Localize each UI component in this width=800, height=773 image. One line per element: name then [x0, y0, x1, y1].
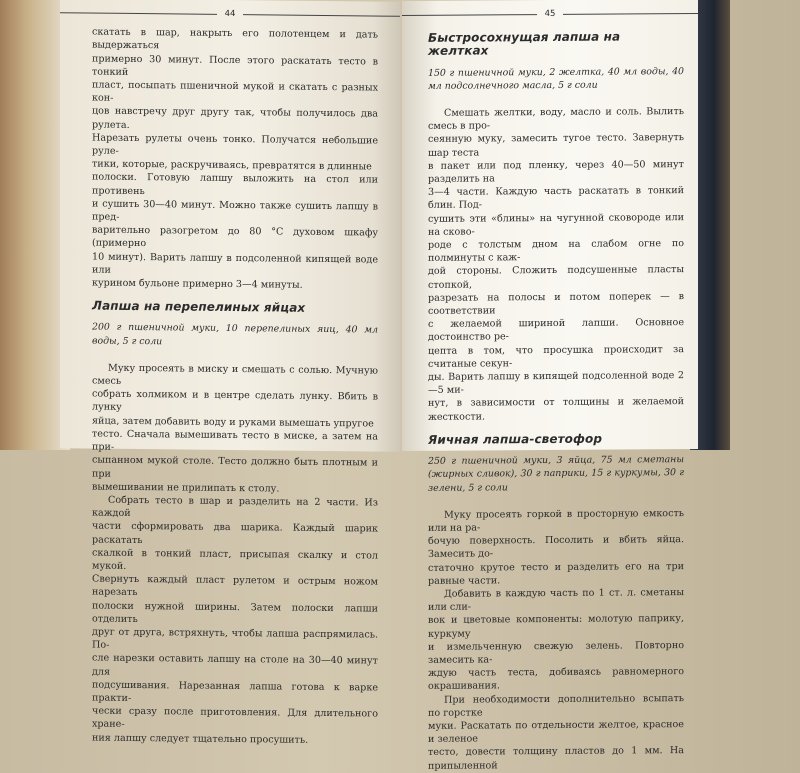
text-line: собрать холмиком и в центре сделать лунку. Вбить в лунку — [92, 388, 378, 414]
ingredients: 250 г пшеничной муки, 3 яйца, 75 мл сметаны (жирных сливок), 30 г паприки, 15 г куркумы, 30 г зелени, 5 г соли — [428, 454, 684, 494]
text-line: роде с толстым дном на слабом огне по полминуты с каж- — [428, 238, 684, 265]
header-rule — [243, 14, 400, 17]
recipe-title: Лапша на перепелиных яйцах — [92, 298, 306, 316]
header-rule — [563, 13, 698, 15]
text-line: Смешать желтки, воду, масло и соль. Вылить смесь в про- — [428, 106, 684, 133]
right-page — [402, 0, 698, 772]
left-page-number: 44 — [224, 8, 236, 20]
text-line: курином бульоне примерно 3—4 минуты. — [92, 277, 303, 291]
text-line: ния лапшу следует тщательно просушить. — [92, 732, 309, 746]
ingredients: 150 г пшеничной муки, 2 желтка, 40 мл воды, 40 мл подсолнечного масла, 5 г соли — [428, 65, 684, 92]
text-line: части сформировать два шарика. Каждый шарик раскатать — [92, 520, 378, 546]
text-line: подсушивания. Нарезанная лапша готова к варке практи- — [92, 679, 378, 704]
text-line: примерно 30 минут. После этого раскатать тесто в тонкий — [92, 53, 378, 78]
text-line: Свернуть каждый пласт рулетом и острым ножом нарезать — [92, 573, 378, 599]
text-line: 3—4 части. Каждую часть раскатать в тонкий блин. Под- — [428, 185, 684, 212]
recipe-title: Быстросохнущая лапша на желтках — [428, 29, 621, 59]
text-line: скалкой в тонкий пласт, присыпая скалку и стол мукой. — [92, 547, 378, 572]
text-line: в пакет или под пленку, через 40—50 минут разделить на — [428, 158, 684, 185]
ingredients: 200 г пшеничной муки, 10 перепелиных яиц, 40 мл воды, 5 г соли — [92, 322, 378, 347]
text-line: цепта в том, что просушка происходит за считаные секун- — [428, 343, 684, 370]
text-line: и сушить 30—40 минут. Можно также сушить лапшу в пред- — [92, 198, 378, 223]
text-line: пласт, посыпать пшеничной мукой и скатать с разных кон- — [92, 79, 378, 104]
text-line: статочно крутое тесто и разделить его на три равные части. — [428, 560, 684, 587]
text-line: тесто, довести толщину пластов до 1 мм. На припыленной — [428, 745, 684, 772]
text-line: полоски нужной ширины. Затем полоски лапши отделить — [92, 600, 378, 625]
text-line: ждую часть теста, добиваясь равномерного окрашивания. — [428, 666, 684, 693]
text-line: дой стороны. Сложить подсушенные пласты стопкой, — [428, 264, 684, 291]
text-line: полоски. Готовую лапшу выложить на стол или противень — [92, 171, 378, 197]
text-line: муки. Раскатать по отдельности желтое, красное и зеленое — [428, 719, 684, 746]
text-line: вымешивании не прилипать к столу. — [92, 481, 280, 495]
text-line: Собрать тесто в шар и разделить на 2 части. Из каждой — [92, 494, 378, 520]
left-page-header — [60, 6, 400, 23]
text-line: скатать в шар, накрыть его полотенцем и дать выдержаться — [92, 26, 378, 52]
text-line: чески сразу после приготовления. Для длительного хране- — [92, 705, 378, 731]
text-line: цов навстречу друг другу так, чтобы получилось два рулета. — [92, 105, 378, 131]
text-line: бочую поверхность. Посолить и вбить яйца. Замесить до- — [428, 534, 684, 561]
text-line: Муку просеять в миску и смешать с солью. Мучную смесь — [92, 362, 378, 387]
text-line: сыпанном мукой столе. Тесто должно быть плотным и при — [92, 454, 378, 480]
text-line: сушить эти «блины» на чугунной сковороде или на сково- — [428, 211, 684, 238]
text-line: вок и цветовые компоненты: молотую паприку, куркуму — [428, 613, 684, 640]
text-line: варительно разогретом до 80 °С духовом шкафу (примерно — [92, 224, 378, 250]
header-rule — [402, 14, 537, 16]
text-line: нут, в зависимости от толщины и желаемой жесткости. — [428, 396, 684, 423]
right-page-number: 45 — [544, 8, 556, 20]
text-line: тики, которые, раскручиваясь, превратятся в длинные — [92, 158, 372, 173]
text-line: друг от друга, встряхнуть, чтобы лапша распрямилась. По- — [92, 626, 378, 651]
text-line: сле нарезки оставить лапшу на столе на 30—40 минут для — [92, 652, 378, 678]
text-line: 10 минут). Варить лапшу в подсоленной кипящей воде или — [92, 251, 378, 276]
text-line: сеянную муку, замесить тугое тесто. Завернуть шар теста — [428, 132, 684, 159]
text-line: Нарезать рулеты очень тонко. Получатся небольшие руле- — [92, 132, 378, 157]
text-line: Добавить в каждую часть по 1 ст. л. сметаны или сли- — [428, 586, 684, 613]
text-line: с желаемой шириной лапши. Основное достоинство ре- — [428, 317, 684, 344]
text-line: и измельченную свежую зелень. Повторно замесить ка- — [428, 639, 684, 666]
text-line: яйца, затем добавить воду и руками вымешать упругое — [92, 415, 374, 430]
text-line: Муку просеять горкой в просторную емкость или на ра- — [428, 507, 684, 534]
text-line: ды. Варить лапшу в кипящей подсоленной воде 2—5 ми- — [428, 370, 684, 397]
header-rule — [60, 12, 217, 15]
right-page-header — [402, 7, 698, 22]
text-line: При необходимости дополнительно всыпать по горстке — [428, 692, 684, 719]
recipe-title: Яичная лапша-светофор — [428, 431, 603, 447]
text-line: разрезать на полосы и потом поперек — в соответствии — [428, 290, 684, 317]
text-line: тесто. Сначала вымешивать тесто в миске, а затем на при- — [92, 428, 378, 453]
left-page — [60, 0, 400, 746]
